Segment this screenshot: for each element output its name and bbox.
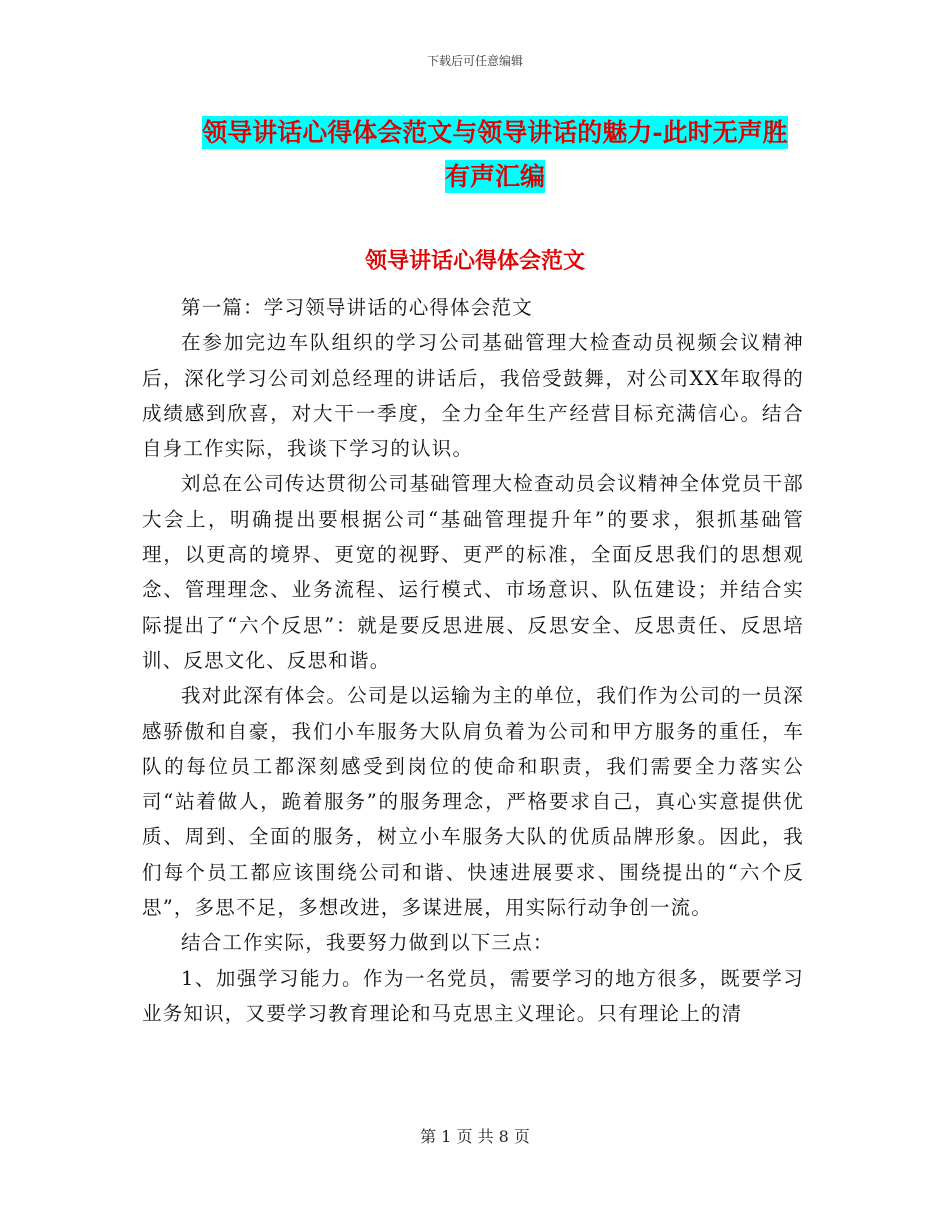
body-text	[142, 290, 804, 1031]
document-title-line-1	[170, 110, 820, 156]
document-title-line-2	[170, 154, 820, 200]
paragraph: 在参加完边车队组织的学习公司基础管理大检查动员视频会议精神后，深化学习公司刘总经理的讲话后，我倍受鼓舞，对公司XX年取得的成绩感到欣喜，对大干一季度，全力全年生产经营目标充满信心。结合自身工作实际，我谈下学习的认识。	[142, 331, 804, 461]
page-number: 第 1 页 共 8 页	[420, 1127, 530, 1146]
section-title: 领导讲话心得体会范文	[364, 248, 585, 274]
paragraph: 结合工作实际，我要努力做到以下三点：	[181, 931, 554, 955]
paragraph: 1、加强学习能力。作为一名党员，需要学习的地方很多，既要学习业务知识，又要学习教育理论和马克思主义理论。只有理论上的清	[142, 966, 804, 1025]
header-note: 下载后可任意编辑	[426, 54, 523, 68]
paragraph-heading: 第一篇：学习领导讲话的心得体会范文	[181, 296, 533, 319]
title-highlight-1: 领导讲话心得体会范文与领导讲话的魅力-此时无声胜	[202, 118, 788, 147]
paragraph: 刘总在公司传达贯彻公司基础管理大检查动员会议精神全体党员干部大会上，明确提出要根据公司“基础管理提升年”的要求，狠抓基础管理，以更高的境界、更宽的视野、更严的标准，全面反思我们的思想观念、管理理念、业务流程、运行模式、市场意识、队伍建设；并结合实际提出了“六个反思”：就是要反思进展、反思安全、反思责任、反思培训、反思文化、反思和谐。	[142, 472, 804, 672]
paragraph: 我对此深有体会。公司是以运输为主的单位，我们作为公司的一员深感骄傲和自豪，我们小车服务大队肩负着为公司和甲方服务的重任，车队的每位员工都深刻感受到岗位的使命和职责，我们需要全力落实公司“站着做人，跪着服务”的服务理念，严格要求自己，真心实意提供优质、周到、全面的服务，树立小车服务大队的优质品牌形象。因此，我们每个员工都应该围绕公司和谐、快速进展要求、围绕提出的“六个反思”，多思不足，多想改进，多谋进展，用实际行动争创一流。	[142, 684, 804, 920]
title-highlight-2: 有声汇编	[444, 162, 545, 191]
